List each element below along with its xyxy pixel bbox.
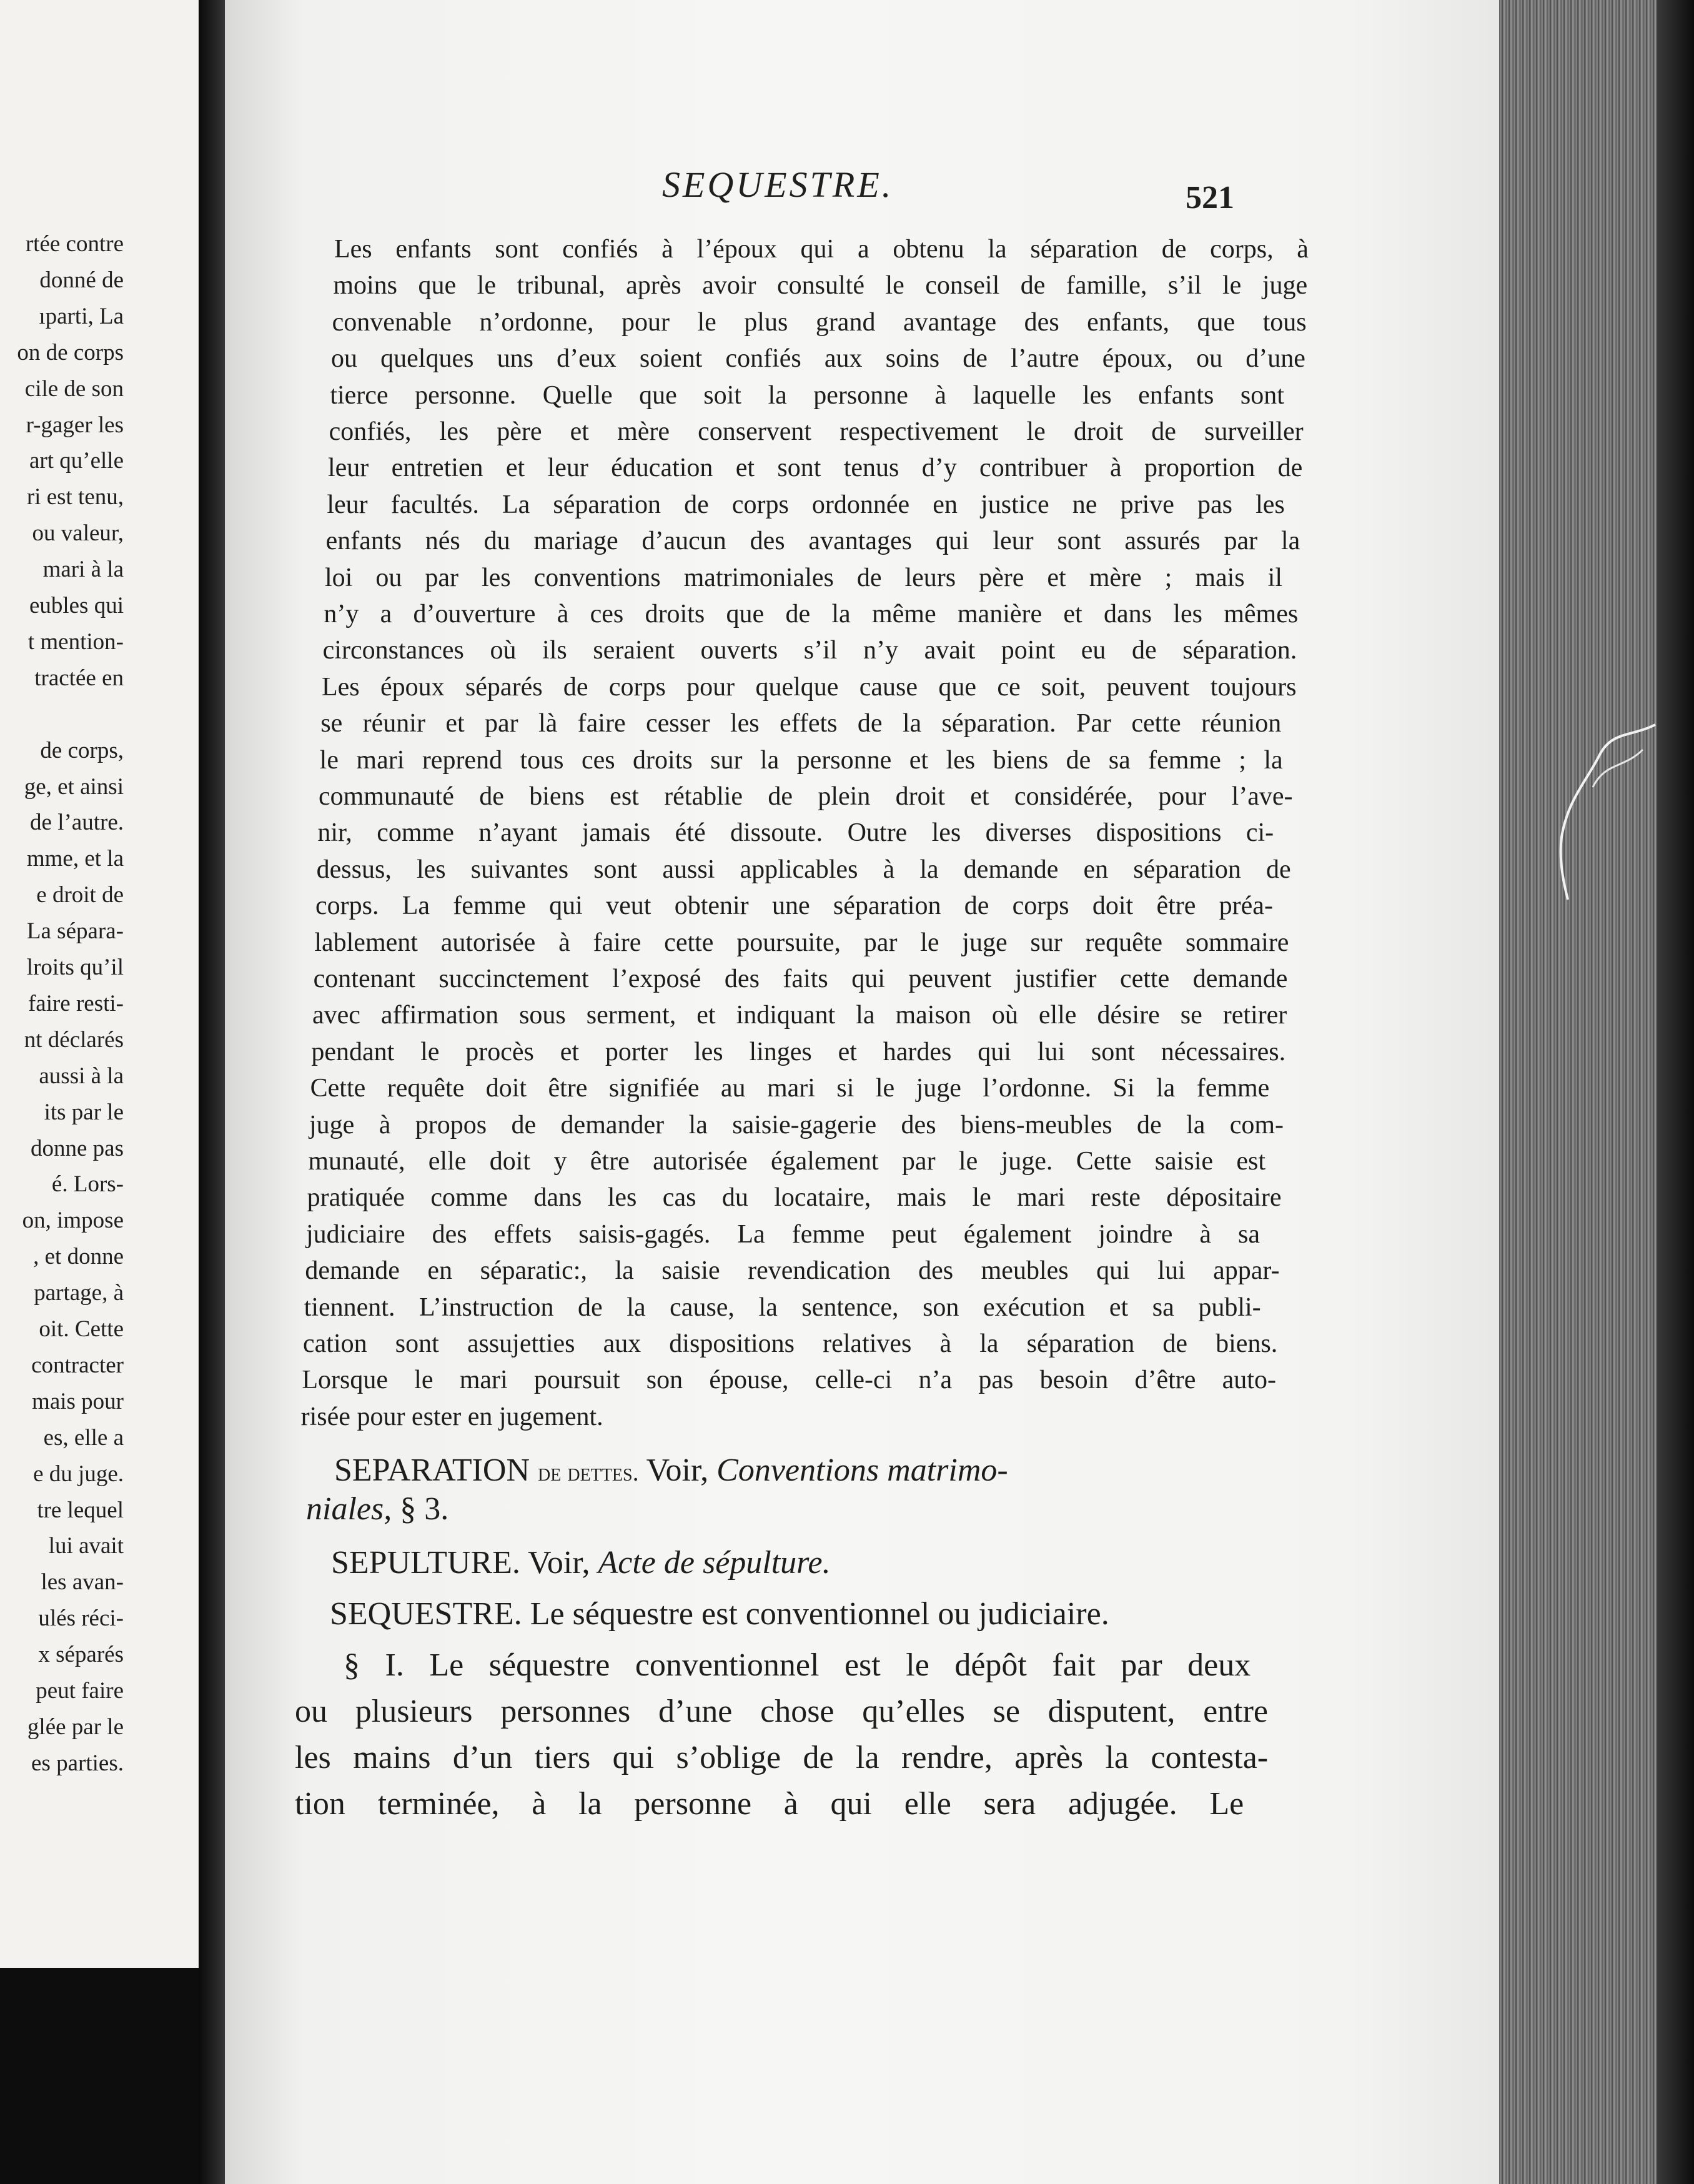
page-number: 521: [1186, 180, 1234, 216]
body-line: risée pour ester en jugement.: [300, 1402, 603, 1431]
body-line: lablement autorisée à faire cette poursuite, par le juge sur requête sommaire: [314, 928, 1289, 957]
left-page-line: La sépara-: [26, 918, 124, 945]
left-page-line: e droit de: [36, 882, 124, 908]
body-line: contenant succinctement l’exposé des faits qui peuvent justifier cette demande: [313, 965, 1288, 993]
body-line: munauté, elle doit y être autorisée également par le juge. Cette saisie est: [308, 1147, 1266, 1176]
left-page-line: on de corps: [17, 339, 124, 365]
body-line: tiennent. L’instruction de la cause, la sentence, son exécution et sa publi-: [304, 1293, 1261, 1322]
left-page-line: ou valeur,: [32, 520, 124, 547]
left-page-line: ge, et ainsi: [24, 773, 124, 800]
left-page-line: x séparés: [38, 1642, 124, 1668]
entry-sequestre: [330, 1592, 1109, 1637]
body-line: corps. La femme qui veut obtenir une séparation de corps doit être préa-: [315, 891, 1273, 921]
entry-separation-ref2: niales,: [306, 1491, 392, 1527]
left-page-line: eubles qui: [29, 593, 124, 618]
body-line: tierce personne. Quelle que soit la personne à laquelle les enfants sont: [330, 380, 1284, 410]
entry-sepulture-voir: Voir,: [527, 1545, 590, 1581]
body-line: demande en séparatic:, la saisie revendication des meubles qui lui appar-: [305, 1256, 1280, 1286]
left-page-line: t mention-: [27, 628, 124, 655]
left-page-line: art qu’elle: [29, 448, 124, 474]
left-page-line: ri est tenu,: [26, 484, 124, 510]
left-page-line: mari à la: [42, 557, 124, 583]
body-line: se réunir et par là faire cesser les effets de la séparation. Par cette réunion: [320, 709, 1282, 738]
left-page-line: es, elle a: [43, 1424, 124, 1451]
left-page-line: , et donne: [33, 1244, 124, 1270]
left-page-line: on, impose: [22, 1208, 124, 1234]
facing-page-left: [0, 0, 199, 1968]
body-line: dessus, les suivantes sont aussi applicables à la demande en séparation de: [316, 855, 1291, 884]
left-page-line: partage, à: [34, 1280, 124, 1306]
left-page-line: glée par le: [27, 1714, 124, 1740]
entry-sequestre-text: Le séquestre est conventionnel ou judiciaire.: [530, 1596, 1109, 1632]
body-line: Les époux séparés de corps pour quelque cause que ce soit, peuvent toujours: [322, 672, 1297, 702]
edge-scratch-mark: [1524, 712, 1662, 912]
body-line: pendant le procès et porter les linges et hardes qui lui sont nécessaires.: [311, 1037, 1286, 1066]
left-page-line: mais pour: [32, 1388, 124, 1414]
left-page-line: é. Lors-: [51, 1171, 124, 1198]
entry-sepulture: [331, 1541, 831, 1586]
entry-separation-cont: [306, 1487, 448, 1532]
left-page-line: donne pas: [31, 1135, 124, 1161]
body-line-large: § I. Le séquestre conventionnel est le dépôt fait par deux: [344, 1647, 1251, 1683]
left-page-line: mme, et la: [26, 846, 124, 872]
left-page-line: rtée contre: [25, 231, 124, 257]
entry-sequestre-head: SEQUESTRE.: [330, 1596, 522, 1632]
left-page-line: de l’autre.: [30, 810, 124, 836]
body-line: Cette requête doit être signifiée au mari si le juge l’ordonne. Si la femme: [310, 1074, 1270, 1103]
left-page-line: its par le: [44, 1099, 124, 1125]
page-edges: [1499, 0, 1694, 2184]
left-page-line: e du juge.: [33, 1461, 124, 1487]
entry-separation-section: § 3.: [400, 1491, 449, 1527]
left-page-line: r-gager les: [26, 412, 124, 438]
left-page-line: tractée en: [34, 665, 124, 691]
left-page-line: donné de: [39, 267, 124, 293]
left-page-line: ıparti, La: [39, 303, 124, 329]
body-line: pratiquée comme dans les cas du locataire, mais le mari reste dépositaire: [307, 1183, 1282, 1213]
left-page-line: ulés réci-: [38, 1606, 124, 1632]
body-line: enfants nés du mariage d’aucun des avantages qui leur sont assurés par la: [325, 527, 1300, 556]
body-line: moins que le tribunal, après avoir consulté le conseil de famille, s’il le juge: [333, 271, 1308, 300]
left-page-line: es parties.: [31, 1750, 124, 1776]
left-page-line: peut faire: [36, 1678, 124, 1704]
body-line: le mari reprend tous ces droits sur la personne et les biens de sa femme ; la: [319, 745, 1283, 775]
body-line-large: tion terminée, à la personne à qui elle sera adjugée. Le: [295, 1786, 1244, 1822]
body-line-large: ou plusieurs personnes d’une chose qu’elles se disputent, entre: [295, 1694, 1269, 1729]
body-line: n’y a d’ouverture à ces droits que de la même manière et dans les mêmes: [324, 600, 1299, 628]
body-line: communauté de biens est rétablie de plein droit et considérée, pour l’ave-: [319, 782, 1293, 811]
body-line: avec affirmation sous serment, et indiquant la maison où elle désire se retirer: [312, 1001, 1287, 1030]
left-page-line: faire resti-: [27, 990, 124, 1016]
body-line: ou quelques uns d’eux soient confiés aux soins de l’autre époux, ou d’une: [331, 344, 1305, 374]
entry-separation-ref: Conventions matrimo-: [716, 1452, 1008, 1488]
left-page-line: contracter: [31, 1352, 124, 1378]
entry-separation-voir: Voir,: [646, 1452, 709, 1488]
entry-sepulture-ref: Acte de sépulture.: [598, 1545, 831, 1581]
body-line: confiés, les père et mère conservent respectivement le droit de surveiller: [329, 417, 1304, 446]
left-page-line: les avan-: [41, 1569, 124, 1596]
entry-separation-head: SEPARATION: [334, 1452, 530, 1488]
body-line: Lorsque le mari poursuit son épouse, celle-ci n’a pas besoin d’être auto-: [302, 1366, 1276, 1395]
body-line: leur entretien et leur éducation et sont tenus d’y contribuer à proportion de: [328, 454, 1303, 483]
body-line: loi ou par les conventions matrimoniales de leurs père et mère ; mais il: [325, 563, 1282, 592]
entry-separation-sub: de dettes.: [538, 1458, 639, 1486]
body-line: circonstances où ils seraient ouverts s’il n’y avait point eu de séparation.: [322, 636, 1297, 665]
book-page: [225, 0, 1549, 2184]
body-line: juge à propos de demander la saisie-gagerie des biens-meubles de la com-: [309, 1110, 1284, 1139]
body-line: Les enfants sont confiés à l’époux qui a obtenu la séparation de corps, à: [334, 235, 1309, 264]
body-line: judiciaire des effets saisis-gagés. La femme peut également joindre à sa: [306, 1219, 1261, 1249]
body-line: leur facultés. La séparation de corps ordonnée en justice ne prive pas les: [327, 490, 1285, 519]
left-page-line: lui avait: [48, 1533, 124, 1559]
left-page-line: cile de son: [24, 375, 124, 402]
left-page-line: tre lequel: [37, 1497, 124, 1523]
body-line-large: les mains d’un tiers qui s’oblige de la rendre, après la contesta-: [295, 1740, 1269, 1775]
entry-sepulture-head: SEPULTURE.: [331, 1545, 520, 1581]
running-head: SEQUESTRE.: [662, 164, 894, 205]
left-page-line: aussi à la: [39, 1063, 124, 1089]
left-page-line: oit. Cette: [39, 1316, 124, 1342]
left-page-line: lroits qu’il: [26, 955, 124, 980]
body-line: cation sont assujetties aux dispositions relatives à la séparation de biens.: [303, 1329, 1278, 1358]
left-page-line: de corps,: [40, 737, 124, 763]
left-page-line: nt déclarés: [24, 1026, 124, 1053]
body-line: nir, comme n’ayant jamais été dissoute. Outre les diverses dispositions ci-: [317, 818, 1274, 848]
page-edge-shadow: [1657, 0, 1694, 2184]
body-line: convenable n’ordonne, pour le plus grand avantage des enfants, que tous: [332, 307, 1307, 337]
